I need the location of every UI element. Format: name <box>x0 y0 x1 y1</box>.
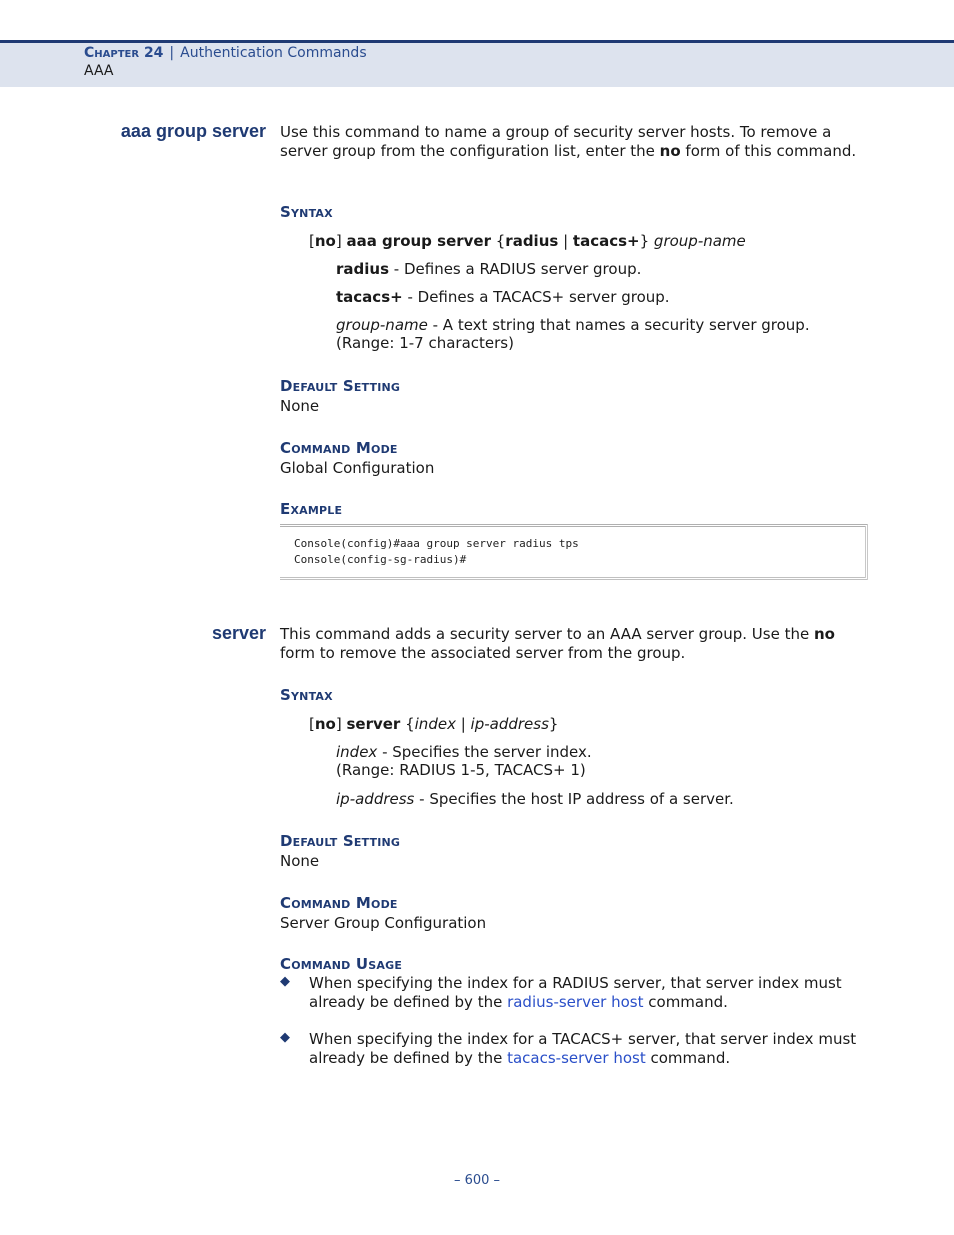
syntax-option: tacacs+ <box>572 232 640 250</box>
command-description <box>280 625 870 663</box>
syntax-bracket: ] <box>335 232 347 250</box>
syntax-argument: ip-address <box>470 715 549 733</box>
syntax-argument: index <box>414 715 456 733</box>
no-keyword: no <box>659 142 681 160</box>
syntax-no: no <box>314 232 336 250</box>
usage-text-part: When specifying the index for a TACACS+ server, that server index must already be defined by the <box>309 1030 857 1067</box>
syntax-bracket: [ <box>309 232 315 250</box>
syntax-command: server <box>346 715 401 733</box>
param-name: group-name <box>336 316 428 334</box>
syntax-heading: Syntax <box>280 686 333 704</box>
param-name: ip-address <box>336 790 415 808</box>
syntax-no: no <box>314 715 336 733</box>
command-title-aaa-group-server: aaa group server <box>120 121 266 141</box>
diamond-bullet-icon: ◆ <box>280 974 290 989</box>
code-line: Console(config)#aaa group server radius tps <box>294 537 579 550</box>
code-line: Console(config-sg-radius)# <box>294 553 467 566</box>
param-range: (Range: RADIUS 1-5, TACACS+ 1) <box>336 761 586 779</box>
param-name: radius <box>336 260 390 278</box>
syntax-brace: { <box>400 715 415 733</box>
default-setting-value: None <box>280 852 320 870</box>
syntax-pipe: | <box>558 232 573 250</box>
command-mode-heading: Command Mode <box>280 439 398 457</box>
description-text: form to remove the associated server from the group. <box>280 644 686 662</box>
example-code-block <box>280 524 868 580</box>
command-description <box>280 123 870 161</box>
param-desc: - Defines a RADIUS server group. <box>389 260 642 278</box>
syntax-brace: } <box>548 715 559 733</box>
usage-text <box>309 1030 874 1068</box>
usage-text-part: command. <box>643 993 728 1011</box>
usage-text <box>309 974 874 1012</box>
param-desc: - Specifies the server index. <box>377 743 592 761</box>
diamond-bullet-icon: ◆ <box>280 1030 290 1045</box>
command-title-server: server <box>211 623 266 643</box>
param-ip-address <box>336 790 876 808</box>
syntax-line <box>309 232 746 250</box>
chapter-label: Chapter 24 <box>84 45 164 61</box>
param-name: index <box>336 743 378 761</box>
param-name: tacacs+ <box>336 288 403 306</box>
syntax-argument: group-name <box>653 232 746 250</box>
param-group-name <box>336 316 876 352</box>
command-mode-value: Server Group Configuration <box>280 914 487 932</box>
param-desc: - Defines a TACACS+ server group. <box>402 288 670 306</box>
syntax-line <box>309 715 558 733</box>
syntax-bracket: [ <box>309 715 315 733</box>
running-header <box>84 45 367 61</box>
param-desc: - Specifies the host IP address of a server. <box>414 790 734 808</box>
syntax-command: aaa group server <box>346 232 491 250</box>
syntax-bracket: ] <box>335 715 347 733</box>
default-setting-heading: Default Setting <box>280 832 401 850</box>
description-text: This command adds a security server to an AAA server group. Use the <box>280 625 814 643</box>
syntax-pipe: | <box>455 715 471 733</box>
param-radius <box>336 260 876 278</box>
usage-text-part: command. <box>645 1049 731 1067</box>
command-mode-value: Global Configuration <box>280 459 435 477</box>
section-label: AAA <box>84 63 114 79</box>
link-radius-server-host[interactable]: radius-server host <box>507 993 644 1011</box>
default-setting-value: None <box>280 397 320 415</box>
param-index <box>336 743 876 779</box>
param-range: (Range: 1-7 characters) <box>336 334 514 352</box>
usage-text-part: When specifying the index for a RADIUS server, that server index must already be defined by the <box>309 974 842 1011</box>
description-text: form of this command. <box>680 142 857 160</box>
header-separator: | <box>169 45 175 61</box>
example-heading: Example <box>280 500 343 518</box>
syntax-heading: Syntax <box>280 203 333 221</box>
description-text: Use this command to name a group of security server hosts. To remove a server group from the configuration list, enter the <box>280 123 832 160</box>
chapter-title: Authentication Commands <box>180 45 367 61</box>
syntax-brace: { <box>490 232 506 250</box>
command-mode-heading: Command Mode <box>280 894 398 912</box>
no-keyword: no <box>813 625 835 643</box>
command-usage-heading: Command Usage <box>280 955 403 973</box>
syntax-brace: } <box>639 232 654 250</box>
param-desc: - A text string that names a security server group. <box>427 316 810 334</box>
link-tacacs-server-host[interactable]: tacacs-server host <box>507 1049 646 1067</box>
default-setting-heading: Default Setting <box>280 377 401 395</box>
page-number: – 600 – <box>453 1173 501 1188</box>
syntax-option: radius <box>505 232 559 250</box>
param-tacacs <box>336 288 876 306</box>
